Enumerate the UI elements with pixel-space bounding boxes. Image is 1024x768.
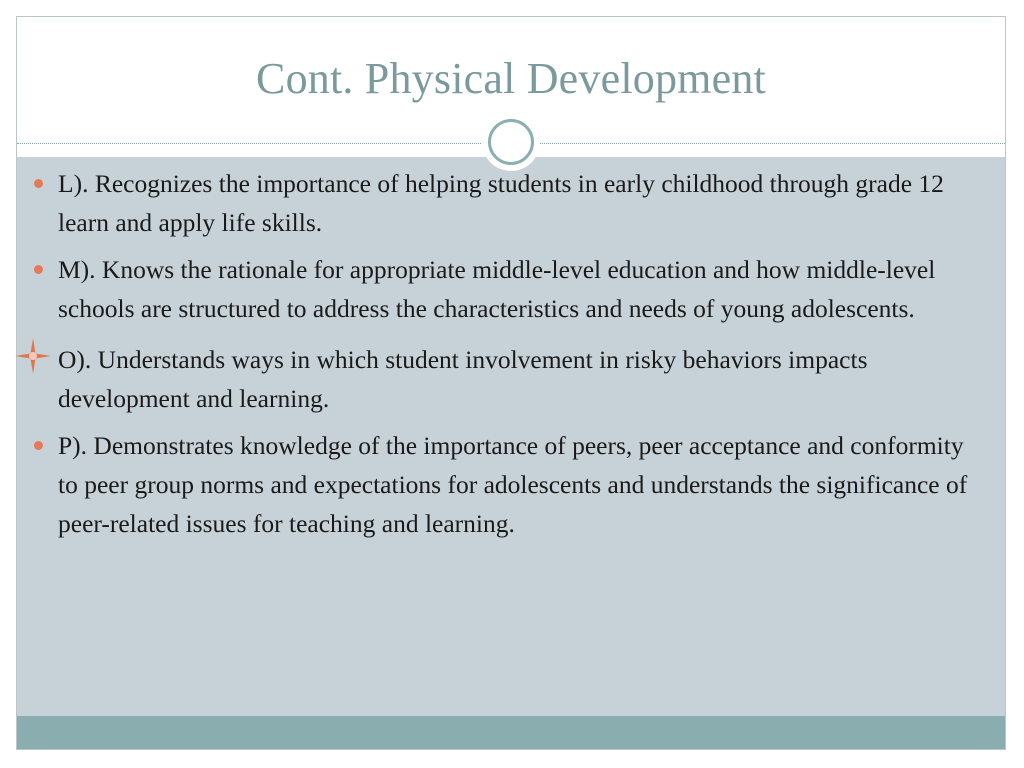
circle-ornament-icon	[482, 113, 540, 171]
bullet-dot-icon	[34, 441, 43, 450]
bullet-item-m	[58, 250, 968, 328]
slide-title: Cont. Physical Development	[256, 54, 766, 103]
bullet-item-l	[58, 164, 968, 242]
bullet-dot-icon	[34, 179, 43, 188]
bullet-list	[58, 164, 968, 551]
bullet-text: L). Recognizes the importance of helping students in early childhood through grade 12 learn and apply life skills.	[58, 169, 944, 237]
bullet-item-o	[58, 340, 968, 418]
bullet-text: O). Understands ways in which student involvement in risky behaviors impacts development and learning.	[58, 345, 868, 413]
four-point-star-icon	[13, 336, 53, 376]
bullet-item-p	[58, 426, 968, 543]
bullet-text: P). Demonstrates knowledge of the importance of peers, peer acceptance and conformity to peer group norms and expectations for adolescents and understands the significance of peer-related issues for teaching and learning.	[58, 431, 968, 538]
ornament-ring	[488, 119, 534, 165]
bottom-band	[17, 716, 1005, 750]
bullet-dot-icon	[34, 265, 43, 274]
bullet-text: M). Knows the rationale for appropriate middle-level education and how middle-level schools are structured to address the characteristics and needs of young adolescents.	[58, 255, 936, 323]
